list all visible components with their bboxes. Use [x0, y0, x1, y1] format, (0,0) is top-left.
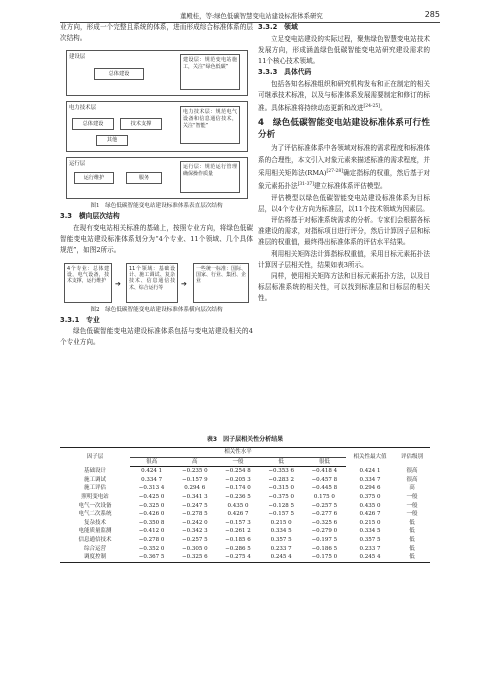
section-4-paragraph-1: 为了评估标准体系中各领域对标准的需求程度和标准体系的合理性，本文引入对象元素来描述标准的需求程度，并采用相关矩阵法(RMA)[27-28]确定指标的权重，然后基于对象元素拓扑法[31-37]建立标准体系评估模型。 [258, 144, 430, 191]
table-cell: −0.325 0 [138, 502, 165, 509]
factor-name-cell: 施工评估 [83, 485, 106, 492]
table-cell: 0.375 0 [359, 493, 381, 500]
table-cell: −0.157 5 [268, 511, 294, 518]
service-box: 服务 [126, 172, 162, 184]
table-cell: −0.157 3 [225, 519, 251, 526]
build-layer-label: 建设层 [69, 54, 86, 61]
factor-name-cell: 调度控制 [60, 553, 130, 562]
table-cell: −0.353 6 [268, 468, 294, 475]
table-cell: −0.277 6 [311, 511, 338, 518]
overall-build-box-2: 总体建设 [72, 118, 114, 130]
section-4-paragraph-5: 同样，使用相关矩阵方法和目标元素拓扑方法，以及目标层标准系统的相关性，可以找到标准层和目标层的相关性。 [258, 272, 430, 303]
col-rank: 评估级别 [394, 448, 430, 467]
section-3-3-heading: 3.3 横向层次结构 [60, 212, 120, 221]
factor-name-cell: 电能质量监测 [78, 528, 112, 535]
table-cell: −0.342 3 [181, 528, 208, 535]
table-cell: −0.278 0 [138, 536, 165, 543]
table-cell: 0.215 0 [359, 519, 381, 526]
table-cell: −0.261 2 [225, 528, 251, 535]
table-cell: −0.235 0 [181, 468, 208, 475]
table-cell: 很高 [406, 467, 418, 474]
right-column [258, 22, 430, 305]
table-cell: −0.313 4 [138, 485, 165, 492]
table-cell: −0.185 6 [225, 536, 251, 543]
section-3-3-text: 在现有变电站相关标准的基础上，按照专业方向，将绿色低碳智能变电站建设标准体系划分为“4个专业、11个领域、几个具体规范”，如图2所示。 [60, 223, 253, 255]
table-cell: −0.247 5 [181, 502, 208, 509]
table-cell: 0.435 0 [227, 502, 249, 509]
table-cell: −0.425 0 [138, 493, 165, 500]
table-cell: 低 [409, 528, 415, 535]
table-row [60, 484, 430, 493]
section-3-3-3-text: 包括各知名标准组织和研究机构发布和正在制定的相关可继承技术标准，以及与标准体系发展需要制定和修订的标准。具体标准将持续动态更新和改进[24-25]。 [258, 79, 430, 113]
table-cell: −0.236 5 [225, 493, 251, 500]
arrow-right-icon: ➔ [115, 279, 121, 288]
table-cell: 低 [409, 545, 415, 552]
ops-layer-note: 运行层：规范运行管理确保操作质量 [180, 161, 240, 193]
table-cell: 低 [409, 536, 415, 543]
section-3-3-2-heading: 3.3.2 领域 [258, 23, 298, 31]
factor-name-cell: 综合运营 [83, 545, 106, 552]
figure-1-caption: 图1 绿色低碳智能变电站建设标准体系表直层次结构 [90, 203, 223, 210]
table-cell: −0.315 0 [268, 485, 294, 492]
table-cell: 0.426 7 [359, 511, 381, 518]
table-cell: −0.275 4 [216, 553, 259, 562]
table-cell: 高 [409, 485, 415, 492]
intro-paragraph: 业方向，形成一个完整且系统的体系，进而形成综合标准体系的层次结构。 [60, 23, 253, 43]
left-column [60, 22, 253, 348]
table-cell: −0.305 0 [181, 545, 208, 552]
factor-name-cell: 电气一次设备 [78, 502, 112, 509]
table-cell: −0.457 8 [311, 476, 338, 483]
table-cell: −0.257 5 [181, 536, 208, 543]
table-3-caption: 表3 因子层相关性分析结果 [206, 436, 284, 443]
table-cell: 0.175 0 [313, 493, 335, 500]
table-cell: −0.279 0 [311, 528, 338, 535]
table-cell: −0.286 5 [225, 545, 251, 552]
tech-layer-label: 电力技术层 [69, 105, 96, 112]
section-4-paragraph-4: 利用相关矩阵法计算指标权重值，采用目标元素拓扑法计算因子层相关性，结果如表3所示。 [258, 249, 430, 269]
table-cell: −0.350 8 [138, 519, 165, 526]
build-layer-note: 建设层：规范变电站施工，关注“绿色低碳” [180, 54, 240, 90]
factor-name-cell: 电气二次系统 [78, 511, 112, 518]
section-3-3-2-text: 立足变电站建设的实际过程，聚焦绿色智慧变电站技术发展方向，形成涵盖绿色低碳智能变电站研究建设需求的11个核心技术领域。 [258, 34, 430, 65]
table-cell: 0.334 7 [359, 476, 381, 483]
level-low: 低 [260, 457, 303, 467]
section-4-paragraph-2: 评估模型以绿色低碳智能变电站建设标准体系为目标层，以4个专业方向为标准层，以11个技术领域为因素层。 [258, 193, 430, 213]
section-4-paragraph-3: 评估将基于对标准系统需求的分析。专家们会根据各标准建设的需求，对指标项目进行评分，然后计算因子层和标准层的权重值，最终得出标准体系的评估水平结果。 [258, 216, 430, 247]
table-cell: −0.186 5 [311, 545, 338, 552]
other-box: 其他 [96, 135, 128, 146]
table-cell: 低 [409, 519, 415, 526]
table-cell: 0.357 5 [270, 536, 292, 543]
arrow-right-icon-2: ➔ [181, 279, 187, 288]
table-cell: 0.215 0 [270, 519, 292, 526]
ops-maintenance-box: 运行维护 [74, 172, 114, 184]
table-cell: 0.426 7 [227, 511, 249, 518]
table-cell: −0.325 6 [311, 519, 338, 526]
flow-box-professions: 4个专业：总体建设，电气设备，技术支撑，运行维护 [64, 263, 112, 303]
table-row [60, 502, 430, 511]
table-3-body [60, 467, 430, 563]
table-row [60, 476, 430, 485]
table-cell: 0.334 5 [359, 528, 381, 535]
section-3-3-1-heading: 3.3.1 专业 [60, 315, 100, 324]
table-cell: 很高 [406, 476, 418, 483]
table-cell: 0.245 4 [260, 553, 303, 562]
figure-2-diagram [60, 261, 253, 305]
factor-name-cell: 照明变电站 [81, 493, 109, 500]
col-relevance-level: 相关性水平 [130, 448, 346, 458]
table-cell: −0.254 8 [225, 468, 251, 475]
ops-layer-label: 运行层 [69, 161, 86, 168]
table-cell: −0.197 5 [311, 536, 338, 543]
table-cell: −0.325 6 [173, 553, 216, 562]
factor-name-cell: 基础设计 [83, 467, 106, 474]
table-cell: 低 [394, 553, 430, 562]
table-cell: −0.205 3 [225, 476, 251, 483]
table-row [60, 536, 430, 545]
table-cell: −0.367 5 [130, 553, 173, 562]
table-cell: 0.294 6 [184, 485, 206, 492]
col-factor: 因子层 [60, 448, 130, 467]
factor-name-cell: 施工调试 [83, 476, 106, 483]
flow-box-standards: 一些统一标准：国际、国家、行业、集团、企业 [193, 263, 249, 303]
table-cell: 0.435 0 [359, 502, 381, 509]
section-3-3-1-text: 绿色低碳智能变电站建设标准体系包括与变电站建设相关的4个专业方向。 [60, 327, 253, 347]
level-very-high: 很高 [130, 457, 173, 467]
table-cell: −0.426 0 [138, 511, 165, 518]
table-cell: −0.418 4 [311, 468, 338, 475]
table-cell: −0.174 0 [225, 485, 251, 492]
table-3 [60, 447, 430, 563]
table-row [60, 493, 430, 502]
overall-build-box: 总体建设 [94, 68, 144, 80]
table-cell: −0.283 2 [268, 476, 294, 483]
table-cell: −0.157 9 [181, 476, 208, 483]
table-cell: 0.334 5 [270, 528, 292, 535]
tech-layer-note: 电力技术层：规范电气设备和信息通信技术，关注“智能” [180, 106, 240, 144]
table-cell: −0.257 5 [311, 502, 338, 509]
table-cell: 一般 [406, 493, 418, 500]
level-very-low: 很低 [303, 457, 346, 467]
table-row [60, 527, 430, 536]
level-medium: 一般 [216, 457, 259, 467]
table-cell: −0.175 0 [303, 553, 346, 562]
table-cell: 0.294 6 [359, 485, 381, 492]
table-cell: 0.334 7 [141, 476, 163, 483]
tech-support-box: 技术支撑 [120, 118, 162, 130]
table-row [60, 545, 430, 554]
table-cell: 0.357 5 [359, 536, 381, 543]
table-cell: −0.352 0 [138, 545, 165, 552]
factor-name-cell: 信息通信技术 [78, 536, 112, 543]
table-cell: −0.412 0 [138, 528, 165, 535]
table-row [60, 519, 430, 528]
table-cell: −0.341 3 [181, 493, 208, 500]
section-3-3-3-heading: 3.3.3 具体代码 [258, 68, 312, 77]
table-cell: 0.424 1 [359, 467, 381, 474]
table-cell: −0.445 8 [311, 485, 338, 492]
table-row [60, 553, 430, 562]
table-cell: 0.233 7 [359, 545, 381, 552]
table-row [60, 510, 430, 519]
table-row [60, 467, 430, 476]
level-high: 高 [173, 457, 216, 467]
figure-2-caption: 图2 绿色低碳智能变电站建设标准体系横向层次结构 [90, 306, 223, 313]
figure-1-diagram [60, 46, 253, 200]
running-title: 董殿桂，等:绿色低碳智慧变电站建设标准体系研究 [180, 12, 323, 20]
table-cell: 一般 [406, 502, 418, 509]
table-cell: −0.375 0 [268, 493, 294, 500]
flow-box-fields: 11个领域：基础设计、施工调试、复杂技术、信息通信技术、综合运行等 [126, 263, 178, 303]
section-4-heading: 4 绿色低碳智能变电站建设标准体系可行性分析 [258, 118, 430, 141]
page-number: 285 [424, 10, 440, 19]
table-cell: −0.278 5 [181, 511, 208, 518]
table-cell: −0.242 0 [181, 519, 208, 526]
table-cell: 一般 [406, 511, 418, 518]
table-cell: 0.233 7 [270, 545, 292, 552]
table-cell: 0.245 4 [346, 553, 394, 562]
table-cell: −0.128 5 [268, 502, 294, 509]
col-max: 相关性最大值 [346, 448, 394, 467]
table-cell: 0.424 1 [141, 468, 163, 475]
factor-name-cell: 复杂技术 [83, 519, 106, 526]
